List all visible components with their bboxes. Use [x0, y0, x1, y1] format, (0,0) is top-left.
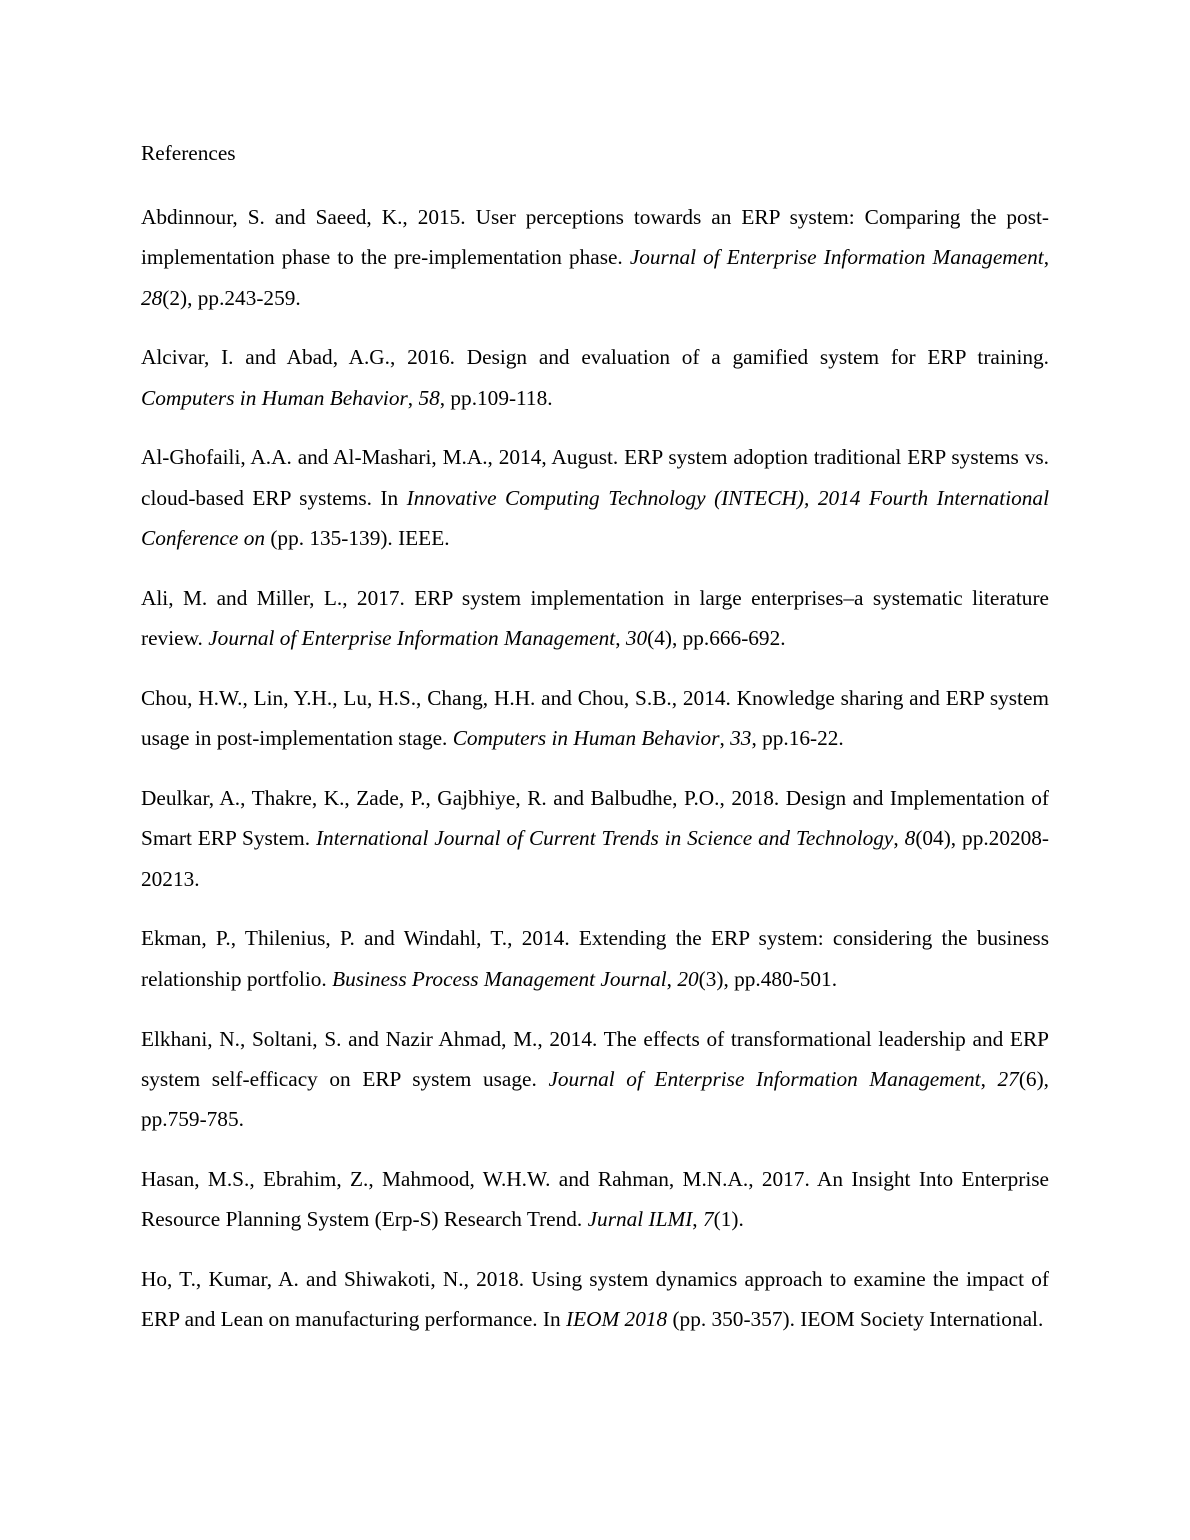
reference-journal: IEOM 2018: [566, 1307, 668, 1332]
reference-journal: Computers in Human Behavior: [452, 726, 720, 751]
reference-separator: ,: [980, 1066, 998, 1091]
reference-details: (6), pp.759-785.: [141, 1066, 1049, 1132]
reference-entry: [141, 197, 1049, 318]
reference-separator: ,: [893, 826, 905, 851]
reference-entry: [141, 1019, 1049, 1140]
reference-volume: 30: [625, 626, 648, 651]
reference-journal: Journal of Enterprise Information Management: [548, 1066, 981, 1091]
reference-entry: [141, 1159, 1049, 1240]
reference-details: , pp.109-118.: [439, 385, 553, 410]
reference-volume: 20: [677, 966, 699, 991]
reference-text: Abdinnour, S. and Saeed, K., 2015. User perceptions towards an ERP system: Comparing the post-implementation phase to the pre-implementation phase.: [141, 205, 1049, 270]
reference-details: (3), pp.480-501.: [698, 966, 838, 991]
reference-journal: Journal of Enterprise Information Management: [629, 245, 1044, 270]
reference-volume: 58: [418, 385, 440, 410]
reference-entry: [141, 778, 1049, 899]
reference-separator: ,: [666, 966, 678, 991]
reference-separator: ,: [719, 726, 731, 751]
reference-separator: ,: [615, 626, 626, 651]
reference-entry: [141, 578, 1049, 659]
reference-details: (04), pp.20208-20213.: [141, 826, 1049, 891]
reference-journal: International Journal of Current Trends in Science and Technology: [315, 826, 894, 851]
reference-text: Elkhani, N., Soltani, S. and Nazir Ahmad, M., 2014. The effects of transformational leadership and ERP system self-efficacy on ERP system usage.: [141, 1026, 1049, 1091]
reference-text: Alcivar, I. and Abad, A.G., 2016. Design and evaluation of a gamified system for ERP training.: [141, 345, 1049, 370]
reference-journal: Innovative Computing Technology (INTECH), 2014 Fourth International Conference on: [141, 485, 1049, 551]
reference-entry: [141, 337, 1049, 418]
reference-details: (2), pp.243-259.: [162, 285, 301, 310]
reference-details: (1).: [713, 1207, 744, 1232]
reference-details: (pp. 135-139). IEEE.: [265, 526, 450, 551]
reference-entry: [141, 678, 1049, 759]
reference-text: Al-Ghofaili, A.A. and Al-Mashari, M.A., 2014, August. ERP system adoption traditional ERP systems vs. cloud-based ERP systems. In: [141, 445, 1049, 510]
reference-entry: [141, 918, 1049, 999]
reference-text: Hasan, M.S., Ebrahim, Z., Mahmood, W.H.W. and Rahman, M.N.A., 2017. An Insight Into Enterprise Resource Planning System (Erp-S) Research Trend.: [141, 1166, 1049, 1232]
reference-entry: [141, 437, 1049, 558]
reference-volume: 33: [730, 726, 752, 751]
reference-text: Ho, T., Kumar, A. and Shiwakoti, N., 2018. Using system dynamics approach to examine the impact of ERP and Lean on manufacturing performance. In: [141, 1267, 1049, 1332]
reference-text: Ekman, P., Thilenius, P. and Windahl, T., 2014. Extending the ERP system: considering the business relationship portfolio.: [141, 926, 1049, 991]
reference-text: Deulkar, A., Thakre, K., Zade, P., Gajbhiye, R. and Balbudhe, P.O., 2018. Design and Implementation of Smart ERP System.: [141, 786, 1049, 851]
reference-details: (4), pp.666-692.: [647, 626, 786, 651]
reference-volume: 28: [141, 285, 163, 310]
reference-separator: ,: [692, 1207, 703, 1232]
reference-journal: Journal of Enterprise Information Management: [208, 626, 616, 651]
reference-journal: Jurnal ILMI: [587, 1207, 693, 1232]
reference-journal: Business Process Management Journal: [332, 966, 667, 991]
reference-separator: ,: [1043, 245, 1050, 270]
reference-journal: Computers in Human Behavior: [141, 385, 408, 410]
reference-volume: 27: [997, 1066, 1019, 1091]
references-section: [141, 137, 1049, 1359]
reference-text: Ali, M. and Miller, L., 2017. ERP system implementation in large enterprises–a systematic literature review.: [141, 585, 1049, 651]
reference-text: Chou, H.W., Lin, Y.H., Lu, H.S., Chang, H.H. and Chou, S.B., 2014. Knowledge sharing and ERP system usage in post-implementation stage.: [141, 685, 1049, 751]
reference-volume: 8: [904, 826, 916, 851]
reference-volume: 7: [702, 1207, 714, 1232]
reference-details: (pp. 350-357). IEOM Society International.: [667, 1307, 1044, 1332]
reference-separator: ,: [407, 385, 419, 410]
reference-entry: [141, 1259, 1049, 1340]
reference-details: , pp.16-22.: [751, 726, 844, 751]
references-heading: References: [141, 141, 236, 165]
